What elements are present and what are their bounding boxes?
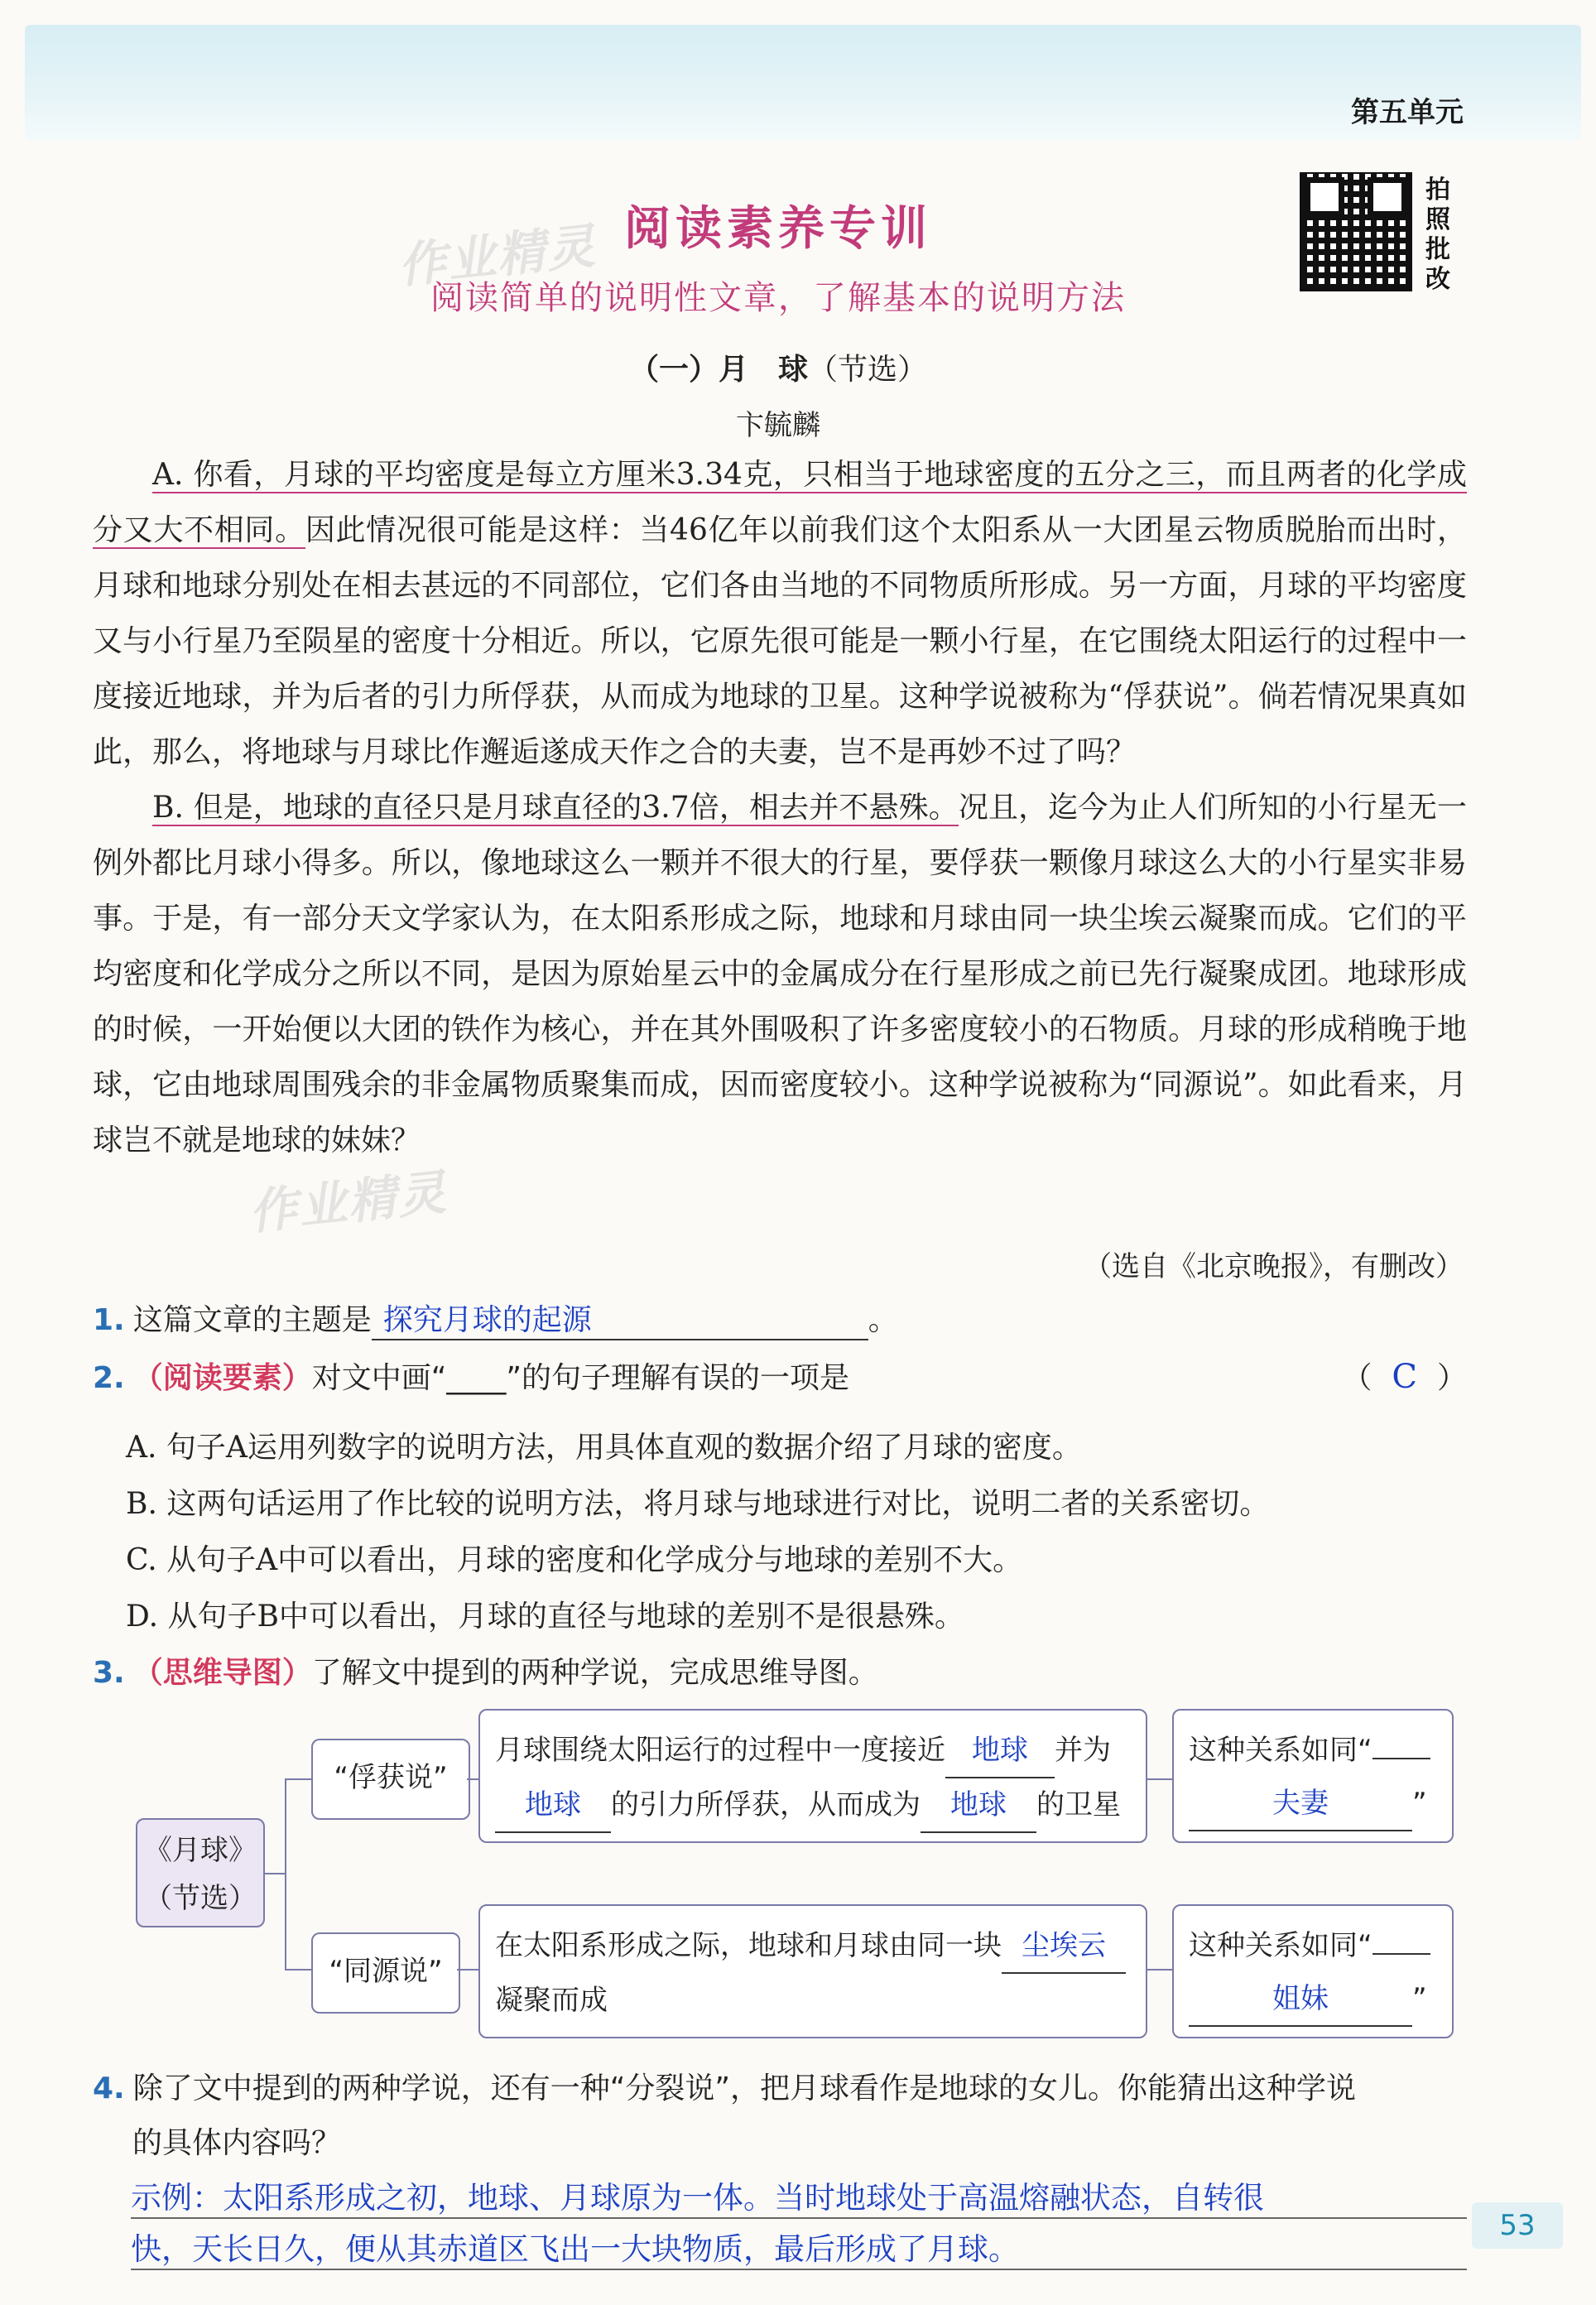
mindmap-homology-detail: 在太阳系形成之际，地球和月球由同一块 尘埃云 凝聚而成 <box>478 1904 1147 2038</box>
paragraph-b: B. 但是，地球的直径只是月球直径的3.7倍，相去并不悬殊。况且，迄今为止人们所知的小行星无一例外都比月球小得多。所以，像地球这么一颗并不很大的行星，要俘获一颗像月球这么大的小行星实非易事。于是，有一部分天文学家认为，在太阳系形成之际，地球和月球由同一块尘埃云凝聚而成。它们的平均密度和化学成分之所以不同，是因为原始星云中的金属成分在行星形成之前已先行凝聚成团。地球形成的时候，一开始便以大团的铁作为核心，并在其外围吸积了许多密度较小的石物质。月球的形成稍晚于地球，它由地球周围残余的非金属物质聚集而成，因而密度较小。这种学说被称为“同源说”。如此看来，月球岂不就是地球的妹妹？ <box>93 791 1467 1157</box>
page-number: 53 <box>1472 2202 1563 2249</box>
answer-2: C <box>1392 1358 1417 1396</box>
question-2: 2. （阅读要素）对文中画“____”的句子理解有误的一项是 （ C ） <box>93 1358 1467 1396</box>
page-subtitle: 阅读简单的说明性文章，了解基本的说明方法 <box>430 279 1126 317</box>
mindmap-capture-relation: 这种关系如同“ 夫妻 ” <box>1172 1709 1454 1843</box>
option-a: A. 句子A运用列数字的说明方法，用具体直观的数据介绍了月球的密度。 <box>126 1431 1082 1465</box>
answer-line <box>131 2269 1467 2270</box>
page-title: 阅读素养专训 <box>624 202 932 256</box>
mindmap-homology-relation: 这种关系如同“ 姐妹 ” <box>1172 1904 1454 2038</box>
answer-line <box>131 2217 1467 2219</box>
mindmap-root: 《月球》 （节选） <box>136 1818 265 1927</box>
paragraph-a: A. 你看，月球的平均密度是每立方厘米3.34克，只相当于地球密度的五分之三，而且两者的化学成分又大不相同。因此情况很可能是这样：当46亿年以前我们这个太阳系从一大团星云物质脱胎而出时，月球和地球分别处在相去甚远的不同部位，它们各由当地的不同物质所形成。另一方面，月球的平均密度又与小行星乃至陨星的密度十分相近。所以，它原先很可能是一颗小行星，在它围绕太阳运行的过程中一度接近地球，并为后者的引力所俘获，从而成为地球的卫星。这种学说被称为“俘获说”。倘若情况果真如此，那么，将地球与月球比作邂逅遂成天作之合的夫妻，岂不是再妙不过了吗？ <box>93 458 1467 769</box>
qr-label: 拍 照 批 改 <box>1425 176 1450 294</box>
qr-code-icon[interactable] <box>1300 172 1412 291</box>
source: （选自《北京晚报》，有删改） <box>1084 1250 1464 1283</box>
mindmap-branch-homology: “同源说” <box>311 1932 460 2014</box>
option-d: D. 从句子B中可以看出，月球的直径与地球的差别不是很悬殊。 <box>126 1600 964 1634</box>
answer-1: 探究月球的起源 <box>382 1303 592 1337</box>
mindmap-branch-capture: “俘获说” <box>311 1739 470 1820</box>
question-4: 4. 除了文中提到的两种学说，还有一种“分裂说”，把月球看作是地球的女儿。你能猜出这种学说 的具体内容吗？ <box>93 2072 1357 2160</box>
passage <box>93 447 1467 1168</box>
header-band <box>25 25 1581 141</box>
question-1: 1. 这篇文章的主题是 探究月球的起源 。 <box>93 1297 898 1340</box>
section-heading: （一）月 球（节选） <box>628 353 928 387</box>
option-c: C. 从句子A中可以看出，月球的密度和化学成分与地球的差别不大。 <box>126 1543 1023 1577</box>
question-3: 3. （思维导图）了解文中提到的两种学说，完成思维导图。 <box>93 1656 878 1690</box>
watermark: 作业精灵 <box>246 1163 450 1241</box>
watermark: 作业精灵 <box>395 217 599 295</box>
option-b: B. 这两句话运用了作比较的说明方法，将月球与地球进行对比，说明二者的关系密切。 <box>126 1487 1270 1521</box>
mindmap-capture-detail: 月球围绕太阳运行的过程中一度接近 地球 并为 地球 的引力所俘获，从而成为 地球 的卫星 <box>478 1709 1147 1843</box>
unit-label: 第五单元 <box>1351 96 1464 129</box>
author: 卞毓麟 <box>736 409 820 442</box>
answer-4-line-2: 快，天长日久，便从其赤道区飞出一大块物质，最后形成了月球。 <box>131 2231 1019 2267</box>
answer-4-line-1: 示例：太阳系形成之初，地球、月球原为一体。当时地球处于高温熔融状态，自转很 <box>131 2180 1264 2216</box>
